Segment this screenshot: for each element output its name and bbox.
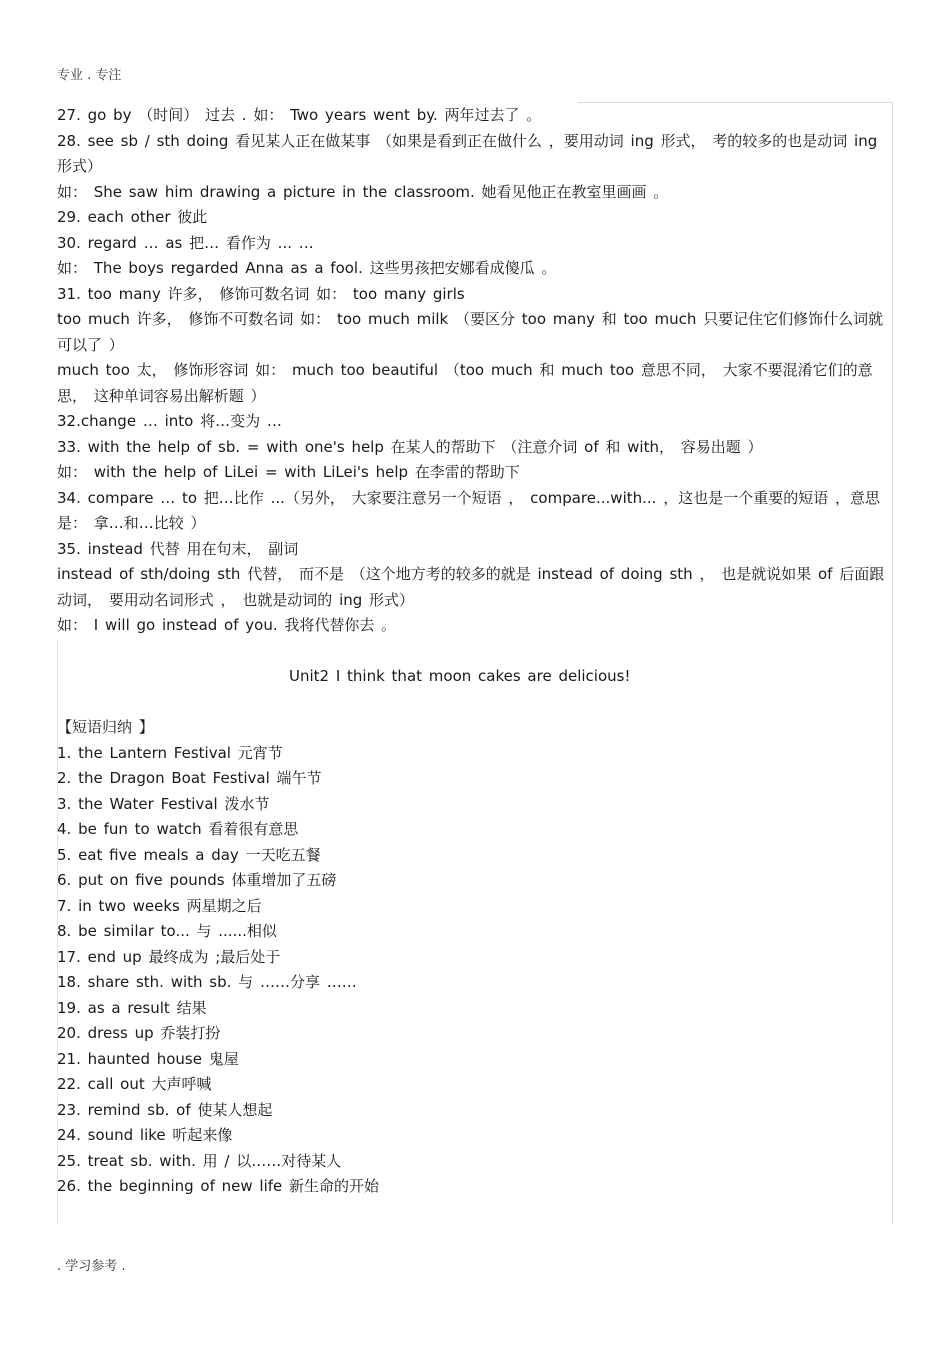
entry-line: 27. go by （时间） 过去 . 如： Two years went by. 两年过去了 。: [57, 106, 542, 124]
phrase-item: 22. call out 大声呼喊: [57, 1075, 212, 1093]
page-footer: . 学习参考 .: [57, 1259, 126, 1274]
section-heading: 【短语归纳 】: [57, 718, 154, 736]
phrase-item: 26. the beginning of new life 新生命的开始: [57, 1177, 380, 1195]
entry-line: 如： She saw him drawing a picture in the classroom. 她看见他正在教室里画画 。: [57, 182, 669, 201]
entry-line: 35. instead 代替 用在句末， 副词: [57, 539, 299, 558]
unit-title: Unit2 I think that moon cakes are delicious!: [289, 667, 631, 685]
entry-line: 28. see sb / sth doing 看见某人正在做某事 （如果是看到正在做什么 ，要用动词 ing 形式， 考的较多的也是动词 ing 形式）: [57, 131, 878, 175]
phrase-item: 17. end up 最终成为 ;最后处于: [57, 947, 281, 966]
entry-line: 31. too many 许多， 修饰可数名词 如： too many girls: [57, 284, 465, 303]
entry-line: instead of sth/doing sth 代替， 而不是 （这个地方考的较多的就是 instead of doing sth ， 也是就说如果 of 后面跟动词， 要用动名词形式 ， 也就是动词的 ing 形式）: [57, 565, 885, 609]
entry-line: too much 许多， 修饰不可数名词 如： too much milk （要区分 too many 和 too much 只要记住它们修饰什么词就可以了 ）: [57, 310, 884, 354]
phrase-item: 6. put on five pounds 体重增加了五磅: [57, 871, 337, 889]
phrase-item: 21. haunted house 鬼屋: [57, 1049, 239, 1068]
entry-line: 如： The boys regarded Anna as a fool. 这些男孩把安娜看成傻瓜 。: [57, 259, 557, 277]
phrase-item: 2. the Dragon Boat Festival 端午节: [57, 769, 322, 787]
frame-border-right: [892, 102, 893, 1224]
page-header: 专业 . 专注: [57, 68, 122, 83]
phrase-item: 18. share sth. with sb. 与 ……分享 ……: [57, 973, 357, 991]
entry-line: 如： I will go instead of you. 我将代替你去 。: [57, 616, 397, 634]
phrase-item: 8. be similar to... 与 ......相似: [57, 922, 277, 940]
entry-line: 34. compare … to 把…比作 ...（另外， 大家要注意另一个短语 ， compare...with... ，这也是一个重要的短语 ，意思是： 拿…和…比较 ）: [57, 488, 880, 532]
phrase-item: 7. in two weeks 两星期之后: [57, 896, 262, 915]
phrase-item: 25. treat sb. with. 用 / 以……对待某人: [57, 1151, 342, 1170]
document-body: [57, 103, 889, 1200]
phrase-item: 24. sound like 听起来像: [57, 1126, 233, 1144]
entry-line: 33. with the help of sb. = with one's help 在某人的帮助下 （注意介词 of 和 with， 容易出题 ）: [57, 437, 763, 456]
entry-line: 如： with the help of LiLei = with LiLei's help 在李雷的帮助下: [57, 463, 520, 481]
phrase-item: 20. dress up 乔装打扮: [57, 1024, 221, 1042]
phrase-item: 3. the Water Festival 泼水节: [57, 794, 270, 813]
entry-line: much too 太， 修饰形容词 如： much too beautiful （too much 和 much too 意思不同， 大家不要混淆它们的意思， 这种单词容易出解析题 ）: [57, 361, 873, 405]
entry-line: 32.change … into 将…变为 …: [57, 412, 282, 430]
phrase-item: 4. be fun to watch 看着很有意思: [57, 820, 299, 838]
phrase-item: 1. the Lantern Festival 元宵节: [57, 743, 283, 762]
phrase-item: 5. eat five meals a day 一天吃五餐: [57, 845, 321, 864]
entry-line: 29. each other 彼此: [57, 208, 208, 226]
phrase-item: 23. remind sb. of 使某人想起: [57, 1100, 273, 1119]
phrase-item: 19. as a result 结果: [57, 998, 207, 1017]
entry-line: 30. regard … as 把… 看作为 ... …: [57, 233, 314, 252]
